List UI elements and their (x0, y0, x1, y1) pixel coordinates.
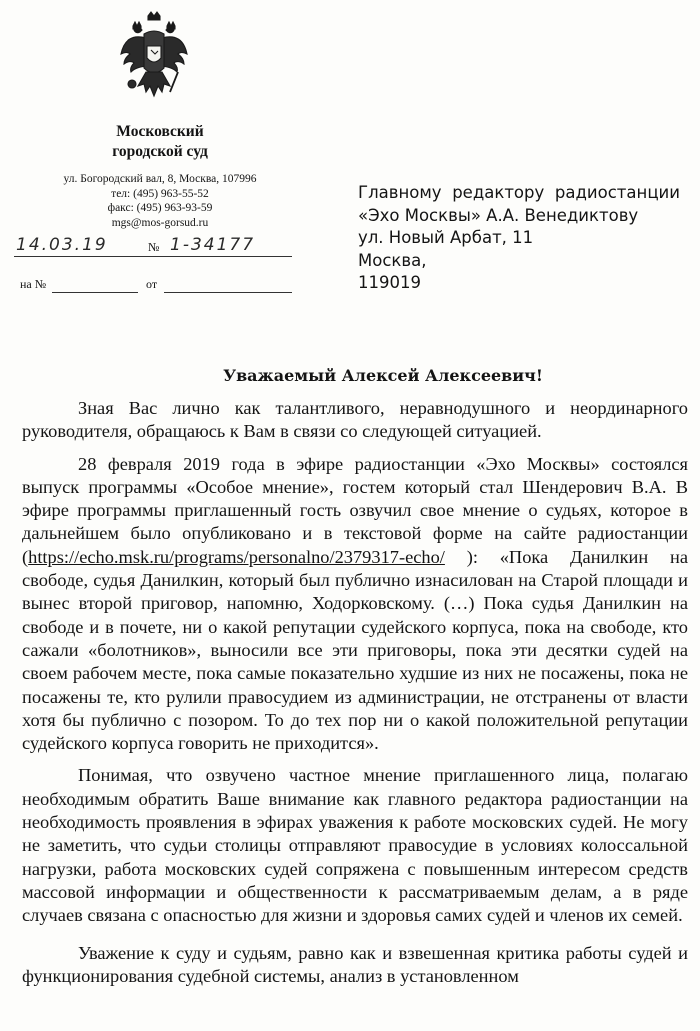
addressee-line3: ул. Новый Арбат, 11 (358, 228, 534, 247)
body-paragraph-2-part2: ): «Пока Данилкин на свободе, судья Данилкин, который был публично изнасилован на Старой площади и вынес второй приговор, напомню, Ходорковскому. (…) Пока судья Данилкин на свободе и в почете, ни о какой репутации судейского корпуса, пока на свободе, кто сажали «болотников», выносили все эти приговоры, пока эти десятки судей на своем рабочем месте, пока самые показательно худшие из них не посажены, пока не посажены те, кто рулили правосудием из администрации, не отстранены от власти хотя бы публично с позором. То до тех пор ни о какой положительной репутации судейского корпуса говорить не приходится». (22, 546, 688, 754)
court-name (40, 122, 280, 162)
reference-line (20, 278, 292, 294)
reference-number-blank (52, 292, 138, 293)
reference-date-blank (164, 292, 292, 293)
court-address: ул. Богородский вал, 8, Москва, 107996 (63, 173, 257, 185)
body-paragraph-2 (22, 453, 688, 756)
outgoing-rule (14, 256, 292, 257)
body-paragraph-3: Понимая, что озвучено частное мнение приглашенного лица, полагаю необходимым обратить Ваше внимание как главного редактора радиостанции на необходимость проявления в эфирах уважения к работе московских судей. Не могу не заметить, что судьи столицы отправляют правосудие в условиях колоссальной нагрузки, работа московских судей сопряжена с повышенным интересом средств массовой информации и общественности к рассматриваемым делам, а в ряде случаев связана с опасностью для жизни и здоровья самих судей и членов их семей. (22, 765, 688, 926)
body-paragraph-4: Уважение к суду и судьям, равно как и взвешенная критика работы судей и функционирования судебной системы, анализ в установленном (22, 942, 688, 986)
addressee-block (358, 182, 680, 295)
reference-prefix: на № (20, 277, 47, 291)
body-paragraph-2-part1: 28 февраля 2019 года в эфире радиостанции «Эхо Москвы» состоялся выпуск программы «Особое мнение», гостем который стал Шендерович В.А. В эфире программы приглашенный гость озвучил свое мнение о судьях, которое в дальнейшем было опубликовано и в текстовой форме на сайте радиостанции ( (22, 453, 688, 567)
outgoing-date: 14.03.19 (16, 235, 108, 255)
addressee-line5: 119019 (358, 273, 421, 292)
court-name-line1: Московский (116, 123, 204, 140)
salutation: Уважаемый Алексей Алексеевич! (223, 366, 543, 385)
court-name-line2: городской суд (112, 143, 208, 160)
echo-article-link[interactable]: https://echo.msk.ru/programs/personalno/2379317-echo/ (28, 546, 445, 567)
court-email: mgs@mos-gorsud.ru (111, 216, 209, 229)
letter-body (22, 397, 688, 1002)
body-paragraph-1: Зная Вас лично как талантливого, неравнодушного и неординарного руководителя, обращаюсь к Вам в связи со следующей ситуацией. (22, 398, 688, 442)
addressee-line4: Москва, (358, 250, 427, 270)
russian-coat-of-arms-icon (118, 10, 190, 106)
reference-from: от (146, 277, 158, 291)
outgoing-number: 1-34177 (170, 235, 256, 255)
outgoing-registration-line (14, 233, 292, 259)
addressee-line1: Главному редактору радиостанции (358, 183, 680, 202)
court-fax: факс: (495) 963-93-59 (107, 202, 213, 214)
addressee-line2: «Эхо Москвы» А.А. Венедиктову (358, 205, 639, 225)
court-phone: тел: (495) 963-55-52 (111, 187, 209, 200)
number-label: № (148, 240, 160, 254)
court-contacts (30, 172, 290, 230)
